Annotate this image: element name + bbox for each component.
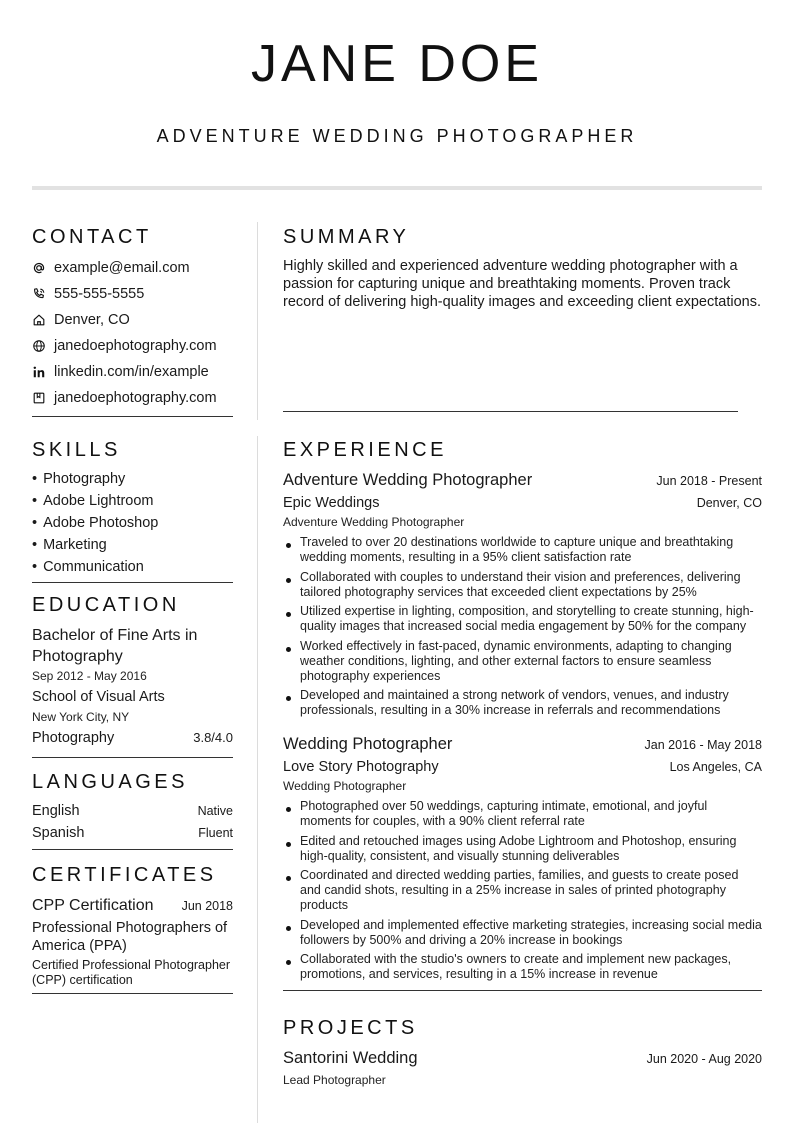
job-location: Denver, CO <box>696 496 762 510</box>
job-company: Epic Weddings <box>283 495 380 511</box>
job-bullet: Edited and retouched images using Adobe Lightroom and Photoshop, ensuring high-quality, consistent, and visually stunning deliverables <box>283 834 762 864</box>
skill-item: • Photography <box>32 468 233 490</box>
portfolio-icon <box>32 391 46 405</box>
education-degree: Bachelor of Fine Arts in Photography <box>32 627 198 665</box>
job-bullet: Utilized expertise in lighting, composition, and storytelling to create stunning, high-quality images that increased social media engagement by 50% for the company <box>283 604 762 634</box>
job-location: Los Angeles, CA <box>669 760 762 774</box>
certificate-row <box>32 895 233 916</box>
skills-heading: SKILLS <box>32 439 121 461</box>
job-bullet: Developed and implemented effective marketing strategies, increasing social media followers by 500% and driving a 20% increase in bookings <box>283 918 762 948</box>
resume-name: JANE DOE <box>250 35 544 93</box>
job-entry <box>283 469 762 718</box>
header-divider <box>32 186 762 190</box>
skills-divider <box>32 582 233 583</box>
contact-email-text: example@email.com <box>54 260 190 276</box>
contact-heading: CONTACT <box>32 226 152 248</box>
skill-item: • Marketing <box>32 534 233 556</box>
language-level: Fluent <box>198 826 233 840</box>
language-name: English <box>32 803 80 819</box>
job-bullet: Collaborated with the studio's owners to create and implement new packages, promotions, and services, resulting in a 15% increase in revenue <box>283 952 762 982</box>
contact-phone-text: 555-555-5555 <box>54 286 145 302</box>
job-role: Adventure Wedding Photographer <box>283 515 465 529</box>
globe-icon <box>32 339 46 353</box>
certificate-name: CPP Certification <box>32 897 154 914</box>
job-entry <box>283 733 762 982</box>
contact-website-text: janedoephotography.com <box>54 338 217 354</box>
job-company-row <box>283 757 762 777</box>
summary-divider <box>283 411 738 412</box>
contact-location <box>32 307 233 333</box>
experience-divider <box>283 990 762 991</box>
projects-heading: PROJECTS <box>283 1017 418 1039</box>
education-field: Photography <box>32 730 115 746</box>
contact-phone[interactable] <box>32 281 233 307</box>
languages-section <box>32 770 233 850</box>
phone-icon <box>32 287 46 301</box>
contact-location-text: Denver, CO <box>54 312 130 328</box>
job-header-row <box>283 469 762 491</box>
job-bullet: Developed and maintained a strong network of vendors, venues, and industry professionals, resulting in a 30% increase in referrals and recommendations <box>283 688 762 718</box>
project-dates: Jun 2020 - Aug 2020 <box>646 1052 762 1066</box>
contact-portfolio-text: janedoephotography.com <box>54 390 217 406</box>
job-title: Adventure Wedding Photographer <box>283 471 533 489</box>
education-school: School of Visual Arts <box>32 689 165 705</box>
job-bullet: Collaborated with couples to understand their vision and preferences, delivering tailored photography services that exceeded client expectations by 25% <box>283 570 762 600</box>
language-row <box>32 823 233 845</box>
job-header-row <box>283 733 762 755</box>
languages-divider <box>32 849 233 850</box>
education-heading: EDUCATION <box>32 594 180 616</box>
skill-item: • Adobe Lightroom <box>32 490 233 512</box>
column-divider-top <box>257 222 258 420</box>
contact-section <box>32 225 233 417</box>
projects-section <box>283 1016 762 1089</box>
education-section <box>32 593 233 758</box>
at-icon <box>32 261 46 275</box>
language-level: Native <box>197 804 233 818</box>
job-bullets <box>283 535 762 718</box>
job-bullets <box>283 799 762 982</box>
language-row <box>32 801 233 823</box>
project-row <box>283 1047 762 1069</box>
contact-linkedin-text: linkedin.com/in/example <box>54 364 209 380</box>
certificate-issuer: Professional Photographers of America (PPA) <box>32 920 228 954</box>
project-role: Lead Photographer <box>283 1073 386 1087</box>
certificates-section <box>32 863 233 994</box>
education-gpa: 3.8/4.0 <box>193 730 233 745</box>
skills-section <box>32 438 233 583</box>
contact-website[interactable] <box>32 333 233 359</box>
job-dates: Jun 2018 - Present <box>656 474 762 488</box>
education-field-row <box>32 728 233 749</box>
job-role: Wedding Photographer <box>283 779 407 793</box>
project-name: Santorini Wedding <box>283 1049 418 1067</box>
contact-portfolio[interactable] <box>32 385 233 411</box>
job-dates: Jan 2016 - May 2018 <box>644 738 762 752</box>
education-location: New York City, NY <box>32 710 130 724</box>
home-icon <box>32 313 46 327</box>
job-bullet: Worked effectively in fast-paced, dynamic environments, adapting to changing weather conditions, lighting, and other external factors to ensure seamless photography experiences <box>283 639 762 684</box>
summary-section <box>283 225 762 311</box>
certificate-date: Jun 2018 <box>181 899 233 913</box>
skill-item: • Adobe Photoshop <box>32 512 233 534</box>
education-divider <box>32 757 233 758</box>
linkedin-icon <box>32 365 46 379</box>
job-title: Wedding Photographer <box>283 735 453 753</box>
job-bullet: Coordinated and directed wedding parties, families, and guests to create posed and candid shots, resulting in a 25% increase in sales of printed photography products <box>283 868 762 913</box>
experience-heading: EXPERIENCE <box>283 439 447 461</box>
language-name: Spanish <box>32 825 85 841</box>
summary-text: Highly skilled and experienced adventure wedding photographer with a passion for capturing unique and breathtaking moments. Proven track record of delivering high-quality images and exceeding client expectations. <box>283 258 761 310</box>
certificates-heading: CERTIFICATES <box>32 864 217 886</box>
experience-section <box>283 438 762 991</box>
contact-email[interactable] <box>32 255 233 281</box>
certificates-divider <box>32 993 233 994</box>
job-bullet: Photographed over 50 weddings, capturing intimate, emotional, and joyful moments for couples, with a 90% client referral rate <box>283 799 762 829</box>
job-bullet: Traveled to over 20 destinations worldwide to capture unique and breathtaking wedding moments, resulting in a 95% client satisfaction rate <box>283 535 762 565</box>
column-divider-bottom <box>257 436 258 1123</box>
summary-heading: SUMMARY <box>283 226 410 248</box>
job-company: Love Story Photography <box>283 759 439 775</box>
education-dates: Sep 2012 - May 2016 <box>32 669 147 683</box>
contact-linkedin[interactable] <box>32 359 233 385</box>
contact-divider <box>32 416 233 417</box>
certificate-description: Certified Professional Photographer (CPP) certification <box>32 958 231 987</box>
languages-heading: LANGUAGES <box>32 771 188 793</box>
resume-title: ADVENTURE WEDDING PHOTOGRAPHER <box>156 126 638 146</box>
skill-item: • Communication <box>32 556 233 578</box>
job-company-row <box>283 493 762 513</box>
